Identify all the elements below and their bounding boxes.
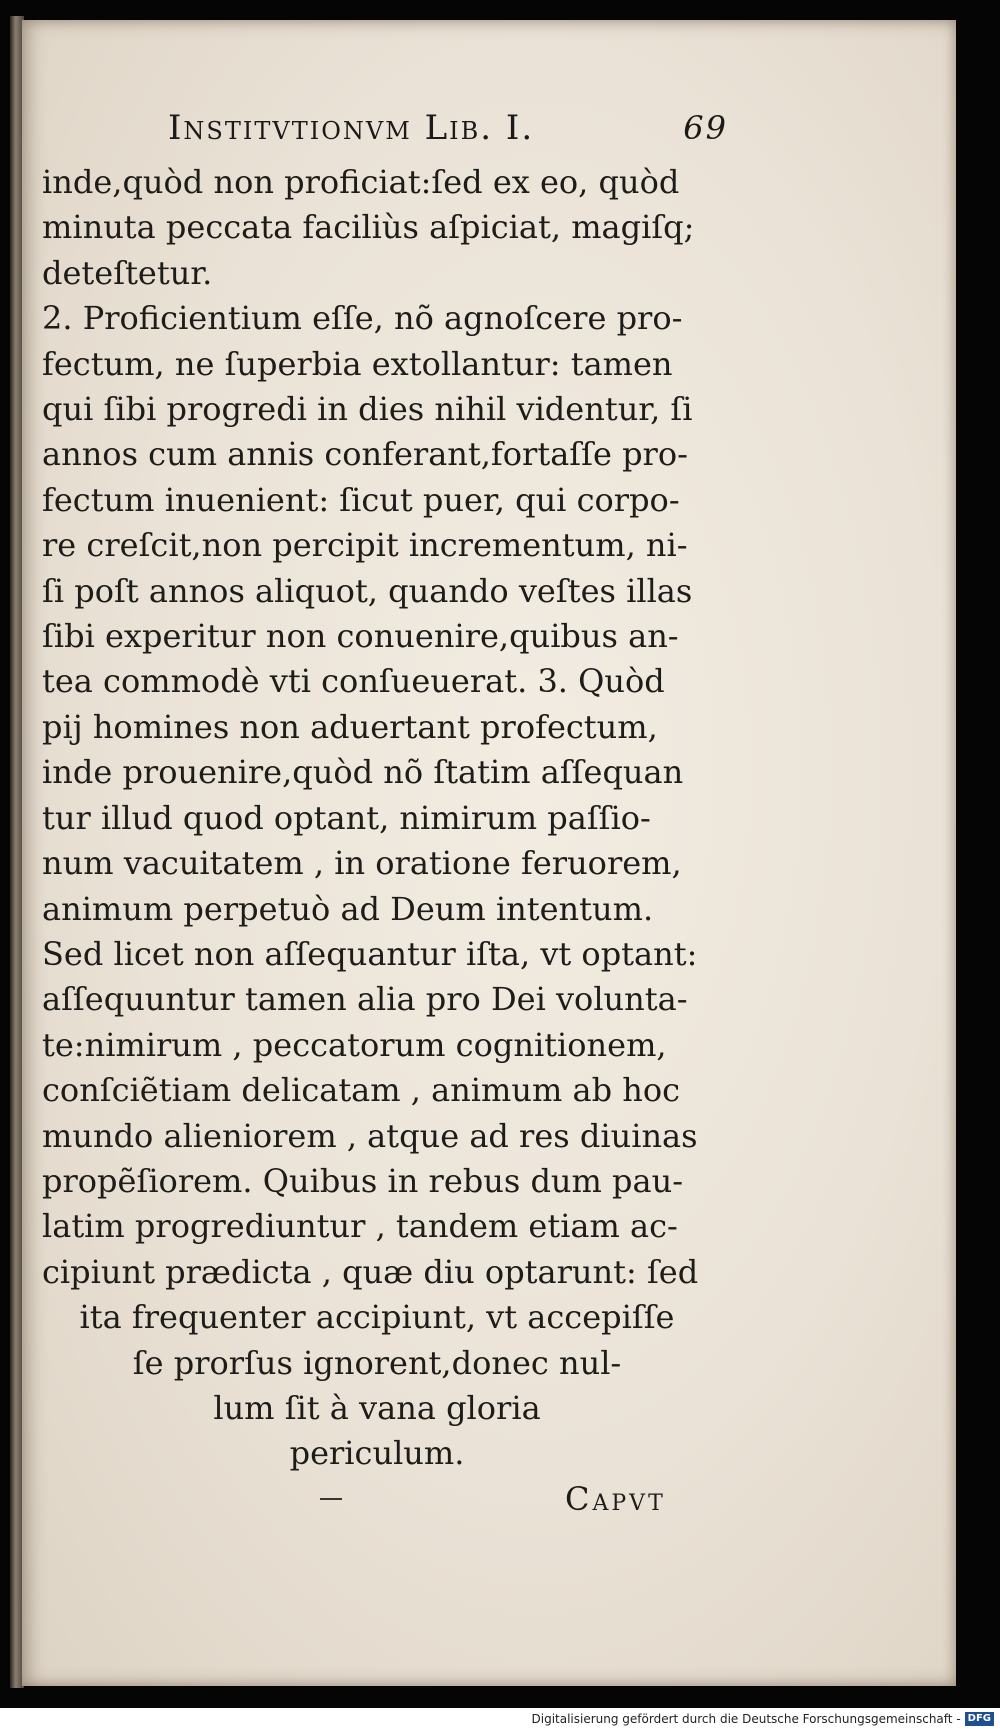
running-title: Institvtionvm Lib. I. [168, 108, 535, 148]
text-line: 2. Proficientium eſſe, nõ agnoſcere pro- [42, 299, 683, 338]
text-line: fectum, ne ſuperbia extollantur: tamen [42, 344, 673, 383]
digitization-footer [0, 1708, 1000, 1729]
text-line: aſſequuntur tamen alia pro Dei volunta- [42, 980, 688, 1019]
text-line: animum perpetuò ad Deum intentum. [42, 889, 654, 928]
tail-line: ita frequenter accipiunt, vt accepiſſe [79, 1298, 675, 1337]
text-line: minuta peccata faciliùs aſpiciat, magiſq; [42, 208, 695, 247]
text-line: latim progrediuntur , tandem etiam ac- [42, 1207, 678, 1246]
text-line: inde,quòd non proficiat:ſed ex eo, quòd [42, 163, 680, 201]
text-line: num vacuitatem , in oratione feruorem, [42, 844, 682, 883]
text-line: propẽſiorem. Quibus in rebus dum pau- [42, 1161, 684, 1200]
text-line: tea commodè vti conſueuerat. 3. Quòd [42, 662, 665, 701]
text-line: mundo alieniorem , atque ad res diuinas [42, 1116, 698, 1155]
dfg-logo-icon: DFG [965, 1712, 994, 1726]
text-line: conſciẽtiam delicatam , animum ab hoc [42, 1071, 681, 1110]
text-line: tur illud quod optant, nimirum paſſio- [42, 798, 651, 837]
catchword: Capvt [565, 1480, 666, 1518]
tail-line: ſe prorſus ignorent,donec nul- [132, 1343, 622, 1382]
text-line: qui ſibi progredi in dies nihil videntur, ſi [42, 390, 693, 429]
ink-mark [320, 1498, 342, 1500]
text-line: re creſcit,non percipit incrementum, ni- [42, 526, 688, 565]
text-line: pij homines non aduertant profectum, [42, 707, 658, 746]
text-line: fectum inuenient: ſicut puer, qui corpo- [42, 480, 680, 519]
tail-line: lum ſit à vana gloria [213, 1388, 541, 1427]
tail-line: periculum. [289, 1434, 465, 1473]
text-line: deteſtetur. [42, 253, 213, 292]
text-line: Sed licet non aſſequantur iſta, vt optant: [42, 934, 698, 973]
text-line: cipiunt prædicta , quæ diu optarunt: ſed [42, 1252, 699, 1291]
page-number: 69 [683, 109, 728, 147]
text-line: te:nimirum , peccatorum cognitionem, [42, 1025, 667, 1064]
text-line: ſi poſt annos aliquot, quando veſtes illas [42, 571, 693, 610]
text-line: ſibi experitur non conuenire,quibus an- [42, 617, 679, 656]
body-text [42, 160, 712, 1477]
funding-credit: Digitalisierung gefördert durch die Deutsche Forschungsgemeinschaft - [531, 1711, 961, 1726]
text-line: annos cum annis conferant,fortaſſe pro- [42, 435, 688, 474]
running-header [168, 108, 728, 152]
text-line: inde prouenire,quòd nõ ſtatim aſſequan [42, 753, 684, 792]
